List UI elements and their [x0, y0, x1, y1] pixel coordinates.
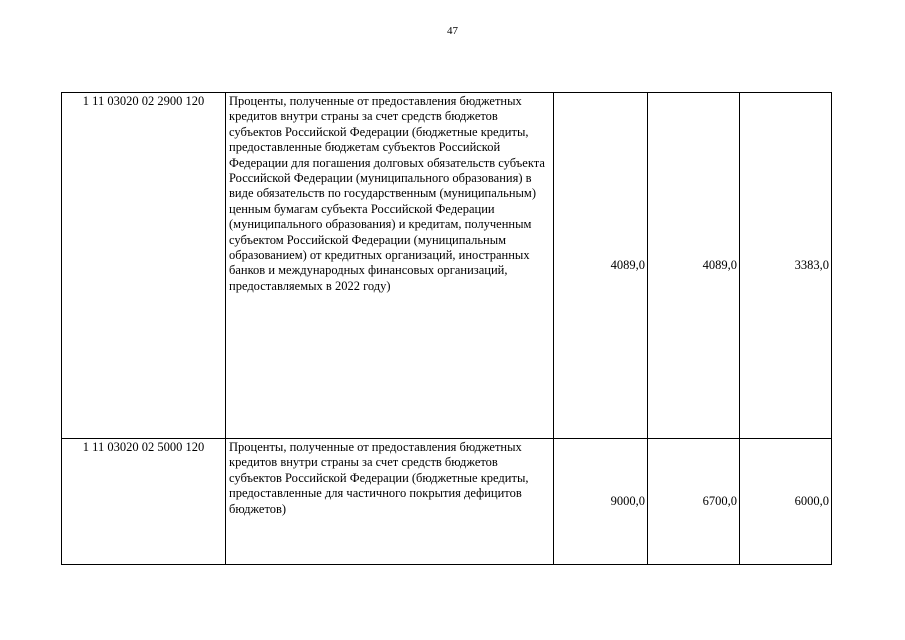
revenue-name-cell: Проценты, полученные от предоставления бюджетных кредитов внутри страны за счет средств бюджетов субъектов Российской Федерации (бюджетные кредиты, предоставленные для частичного покрытия дефицитов бюджетов) — [226, 439, 554, 565]
amount-cell-2: 4089,0 — [648, 93, 740, 439]
amount-cell-1: 4089,0 — [554, 93, 648, 439]
table-row — [62, 93, 832, 439]
amount-cell-3: 6000,0 — [740, 439, 832, 565]
revenue-code-cell: 1 11 03020 02 5000 120 — [62, 439, 226, 565]
revenue-code-cell: 1 11 03020 02 2900 120 — [62, 93, 226, 439]
table-row — [62, 439, 832, 565]
amount-cell-2: 6700,0 — [648, 439, 740, 565]
amount-cell-3: 3383,0 — [740, 93, 832, 439]
revenue-name-cell: Проценты, полученные от предоставления бюджетных кредитов внутри страны за счет средств бюджетов субъектов Российской Федерации (бюджетные кредиты, предоставленные бюджетам субъектов Российской Федерации для погашения долговых обязательств субъекта Российской Федерации (муниципального образования) в виде обязательств по государственным (муниципальным) ценным бумагам субъекта Российской Федерации (муниципального образования) и кредитам, полученным субъектом Российской Федерации (муниципальным образованием) от кредитных организаций, иностранных банков и международных финансовых организаций, предоставляемых в 2022 году) — [226, 93, 554, 439]
budget-revenue-table — [61, 92, 832, 565]
page-number: 47 — [447, 25, 458, 37]
amount-cell-1: 9000,0 — [554, 439, 648, 565]
